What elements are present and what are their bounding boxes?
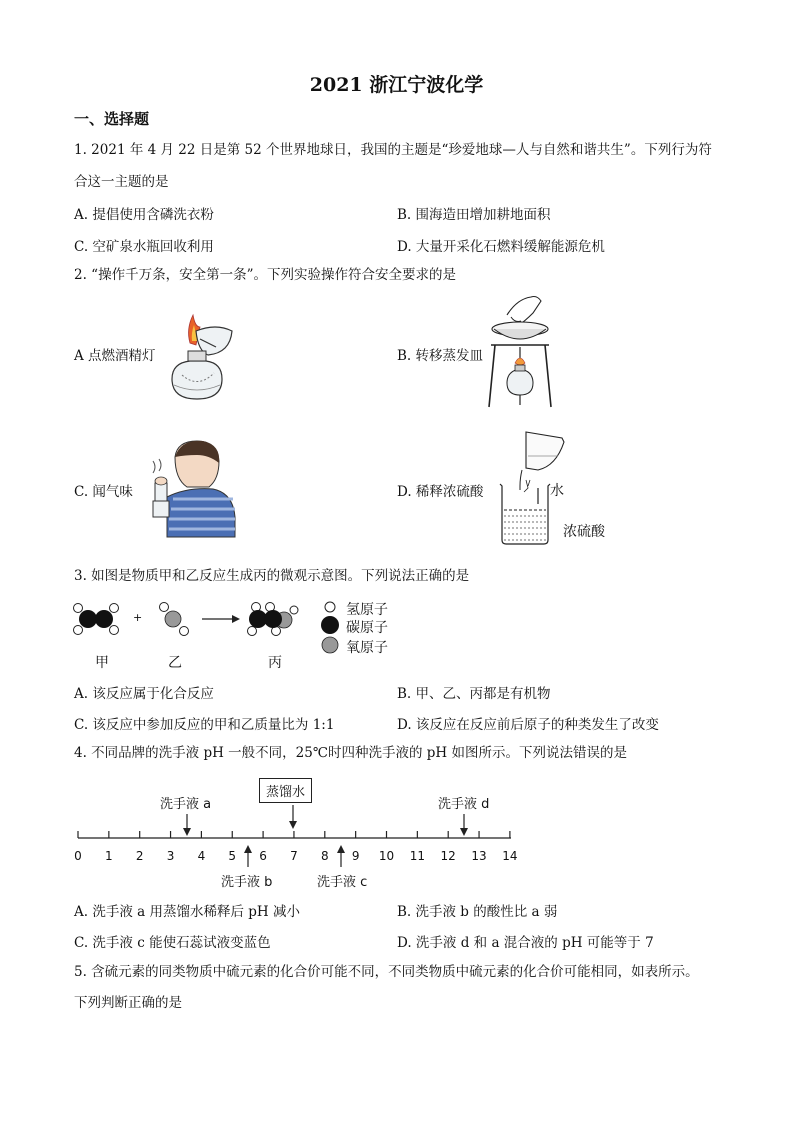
label-distilled-water: 蒸馏水 xyxy=(259,778,312,803)
ph-ticks xyxy=(78,831,510,838)
ph-tick-label: 14 xyxy=(502,849,518,863)
arrow-handwash-a xyxy=(182,814,192,836)
legend-h-label: 氢原子 xyxy=(346,602,388,618)
q1-stem-line1: 1. 2021 年 4 月 22 日是第 52 个世界地球日，我国的主题是“珍爱地球—人与自然和谐共生”。下列行为符 xyxy=(74,142,712,158)
legend-c-swatch xyxy=(321,616,339,634)
q3-option-a: A. 该反应属于化合反应 xyxy=(74,686,214,702)
bing-h-atom xyxy=(290,606,298,614)
jia-h-atom xyxy=(74,604,83,613)
jia-c-atom xyxy=(79,610,97,628)
smelling-gas-figure xyxy=(147,437,242,537)
jia-h-atom xyxy=(110,604,119,613)
ph-tick-label: 3 xyxy=(166,849,175,863)
concentrated-acid-label: 浓硫酸 xyxy=(563,524,605,540)
bing-c-atom xyxy=(264,610,282,628)
q4-stem: 4. 不同品牌的洗手液 pH 一般不同，25℃时四种洗手液的 pH 如图所示。下列说法错误的是 xyxy=(74,745,627,761)
q2-option-b: B. 转移蒸发皿 xyxy=(397,348,484,364)
reaction-diagram xyxy=(70,598,330,648)
q4-option-d: D. 洗手液 d 和 a 混合液的 pH 可能等于 7 xyxy=(397,935,654,951)
section-heading: 一、选择题 xyxy=(74,110,150,128)
jia-c-atom xyxy=(95,610,113,628)
label-handwash-c: 洗手液 c xyxy=(317,875,368,890)
bing-h-atom xyxy=(248,627,257,636)
arrow-handwash-c xyxy=(336,845,346,867)
q4-option-c: C. 洗手液 c 能使石蕊试液变蓝色 xyxy=(74,935,271,951)
q2-stem: 2. “操作千万条，安全第一条”。下列实验操作符合安全要求的是 xyxy=(74,267,456,283)
q3-stem: 3. 如图是物质甲和乙反应生成丙的微观示意图。下列说法正确的是 xyxy=(74,568,470,584)
arrow-distilled-water xyxy=(288,805,298,829)
legend-o-label: 氧原子 xyxy=(346,640,388,656)
ph-tick-label: 11 xyxy=(409,849,425,863)
label-jia: 甲 xyxy=(95,655,109,671)
jia-h-atom xyxy=(110,626,119,635)
q3-option-b: B. 甲、乙、丙都是有机物 xyxy=(397,686,551,702)
yi-o-atom xyxy=(165,611,181,627)
alcohol-lamp-lighting-figure xyxy=(160,305,240,405)
yi-h-atom xyxy=(160,603,169,612)
ph-tick-label: 1 xyxy=(105,849,113,863)
q4-option-b: B. 洗手液 b 的酸性比 a 弱 xyxy=(397,904,558,920)
ph-tick-label: 10 xyxy=(378,849,395,863)
ph-tick-label: 2 xyxy=(135,849,144,863)
ph-tick-label: 13 xyxy=(471,849,487,863)
evaporating-dish-figure xyxy=(485,295,555,410)
plus-sign: + xyxy=(133,611,143,624)
q3-option-d: D. 该反应在反应前后原子的种类发生了改变 xyxy=(397,717,659,733)
arrow-handwash-b xyxy=(243,845,253,867)
q4-option-a: A. 洗手液 a 用蒸馏水稀释后 pH 减小 xyxy=(74,904,300,920)
ph-tick-label: 12 xyxy=(440,849,456,863)
yi-h-atom xyxy=(180,627,189,636)
q5-stem-line1: 5. 含硫元素的同类物质中硫元素的化合价可能不同，不同类物质中硫元素的化合价可能相同，如表所示。 xyxy=(74,964,699,980)
water-label: 水 xyxy=(550,483,564,499)
label-yi: 乙 xyxy=(168,655,182,671)
ph-tick-label: 4 xyxy=(197,849,206,863)
legend-h-swatch xyxy=(325,602,335,612)
ph-tick-label: 6 xyxy=(259,849,267,863)
q3-option-c: C. 该反应中参加反应的甲和乙质量比为 1:1 xyxy=(74,717,335,733)
ph-tick-label: 0 xyxy=(74,849,82,863)
label-handwash-a: 洗手液 a xyxy=(160,797,212,812)
q1-option-b: B. 围海造田增加耕地面积 xyxy=(397,207,551,223)
legend-o-swatch xyxy=(322,637,338,653)
q2-option-a: A 点燃酒精灯 xyxy=(74,348,156,364)
q1-option-a: A. 提倡使用含磷洗衣粉 xyxy=(74,207,214,223)
q5-stem-line2: 下列判断正确的是 xyxy=(74,995,182,1011)
label-handwash-d: 洗手液 d xyxy=(438,797,490,812)
label-bing: 丙 xyxy=(268,655,282,671)
arrow-handwash-d xyxy=(459,814,469,836)
ph-tick-label: 9 xyxy=(351,849,360,863)
q2-option-c: C. 闻气味 xyxy=(74,484,133,500)
page-title: 2021 浙江宁波化学 xyxy=(309,74,484,96)
ph-tick-label: 8 xyxy=(320,849,329,863)
atom-legend xyxy=(318,598,342,656)
q1-option-d: D. 大量开采化石燃料缓解能源危机 xyxy=(397,239,605,255)
ph-tick-label: 5 xyxy=(228,849,237,863)
jia-h-atom xyxy=(74,626,83,635)
q1-stem-line2: 合这一主题的是 xyxy=(74,174,169,190)
legend-c-label: 碳原子 xyxy=(346,620,388,636)
ph-tick-label: 7 xyxy=(290,849,298,863)
q2-option-d: D. 稀释浓硫酸 xyxy=(397,484,484,500)
q1-option-c: C. 空矿泉水瓶回收利用 xyxy=(74,239,214,255)
label-handwash-b: 洗手液 b xyxy=(221,875,273,890)
